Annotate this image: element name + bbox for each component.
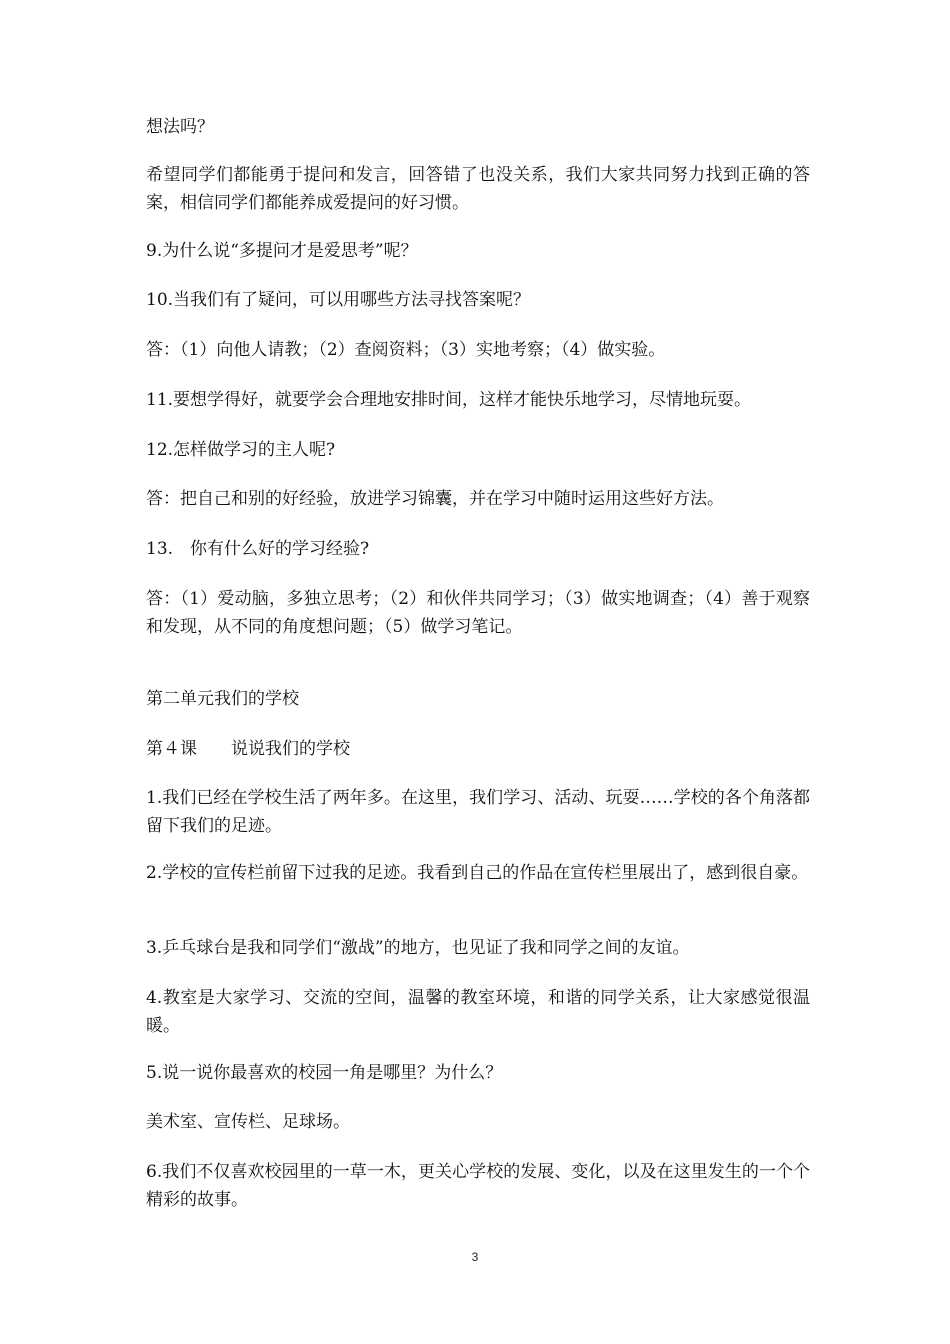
question-12: 12.怎样做学习的主人呢? — [146, 440, 336, 460]
lesson-title: 第４课 说说我们的学校 — [146, 739, 350, 759]
lesson-item-4: 4.教室是大家学习、交流的空间，温馨的教室环境，和谐的同学关系，让大家感觉很温暖。 — [146, 988, 810, 1036]
unit-title: 第二单元我们的学校 — [146, 689, 299, 709]
answer-10: 答：（1）向他人请教；（2）查阅资料；（3）实地考察；（4）做实验。 — [146, 340, 666, 360]
lesson-item-6: 6.我们不仅喜欢校园里的一草一木，更关心学校的发展、变化，以及在这里发生的一个个精彩的故事。 — [146, 1162, 810, 1210]
lesson-item-1: 1.我们已经在学校生活了两年多。在这里，我们学习、活动、玩耍……学校的各个角落都留下我们的足迹。 — [146, 788, 810, 836]
paragraph-encouragement: 希望同学们都能勇于提问和发言，回答错了也没关系，我们大家共同努力找到正确的答案，相信同学们都能养成爱提问的好习惯。 — [146, 165, 810, 213]
answer-12: 答：把自己和别的好经验，放进学习锦囊，并在学习中随时运用这些好方法。 — [146, 489, 724, 509]
lesson-item-5: 5.说一说你最喜欢的校园一角是哪里？为什么？ — [146, 1063, 503, 1083]
question-10: 10.当我们有了疑问，可以用哪些方法寻找答案呢？ — [146, 290, 531, 310]
lesson-answer-5: 美术室、宣传栏、足球场。 — [146, 1112, 350, 1132]
item-11: 11.要想学得好，就要学会合理地安排时间，这样才能快乐地学习，尽情地玩耍。 — [146, 390, 752, 410]
answer-13: 答：（1）爱动脑，多独立思考；（2）和伙伴共同学习；（3）做实地调查；（4）善于观察和发现，从不同的角度想问题；（5）做学习笔记。 — [146, 589, 810, 637]
lesson-item-3: 3.乒乓球台是我和同学们“激战”的地方，也见证了我和同学之间的友谊。 — [146, 938, 690, 958]
paragraph-continuation: 想法吗？ — [146, 117, 214, 137]
lesson-item-2: 2.学校的宣传栏前留下过我的足迹。我看到自己的作品在宣传栏里展出了，感到很自豪。 — [146, 863, 809, 883]
page-number: 3 — [471, 1250, 479, 1264]
question-13: 13. 你有什么好的学习经验? — [146, 539, 370, 559]
question-9: 9.为什么说“多提问才是爱思考”呢？ — [146, 241, 418, 261]
